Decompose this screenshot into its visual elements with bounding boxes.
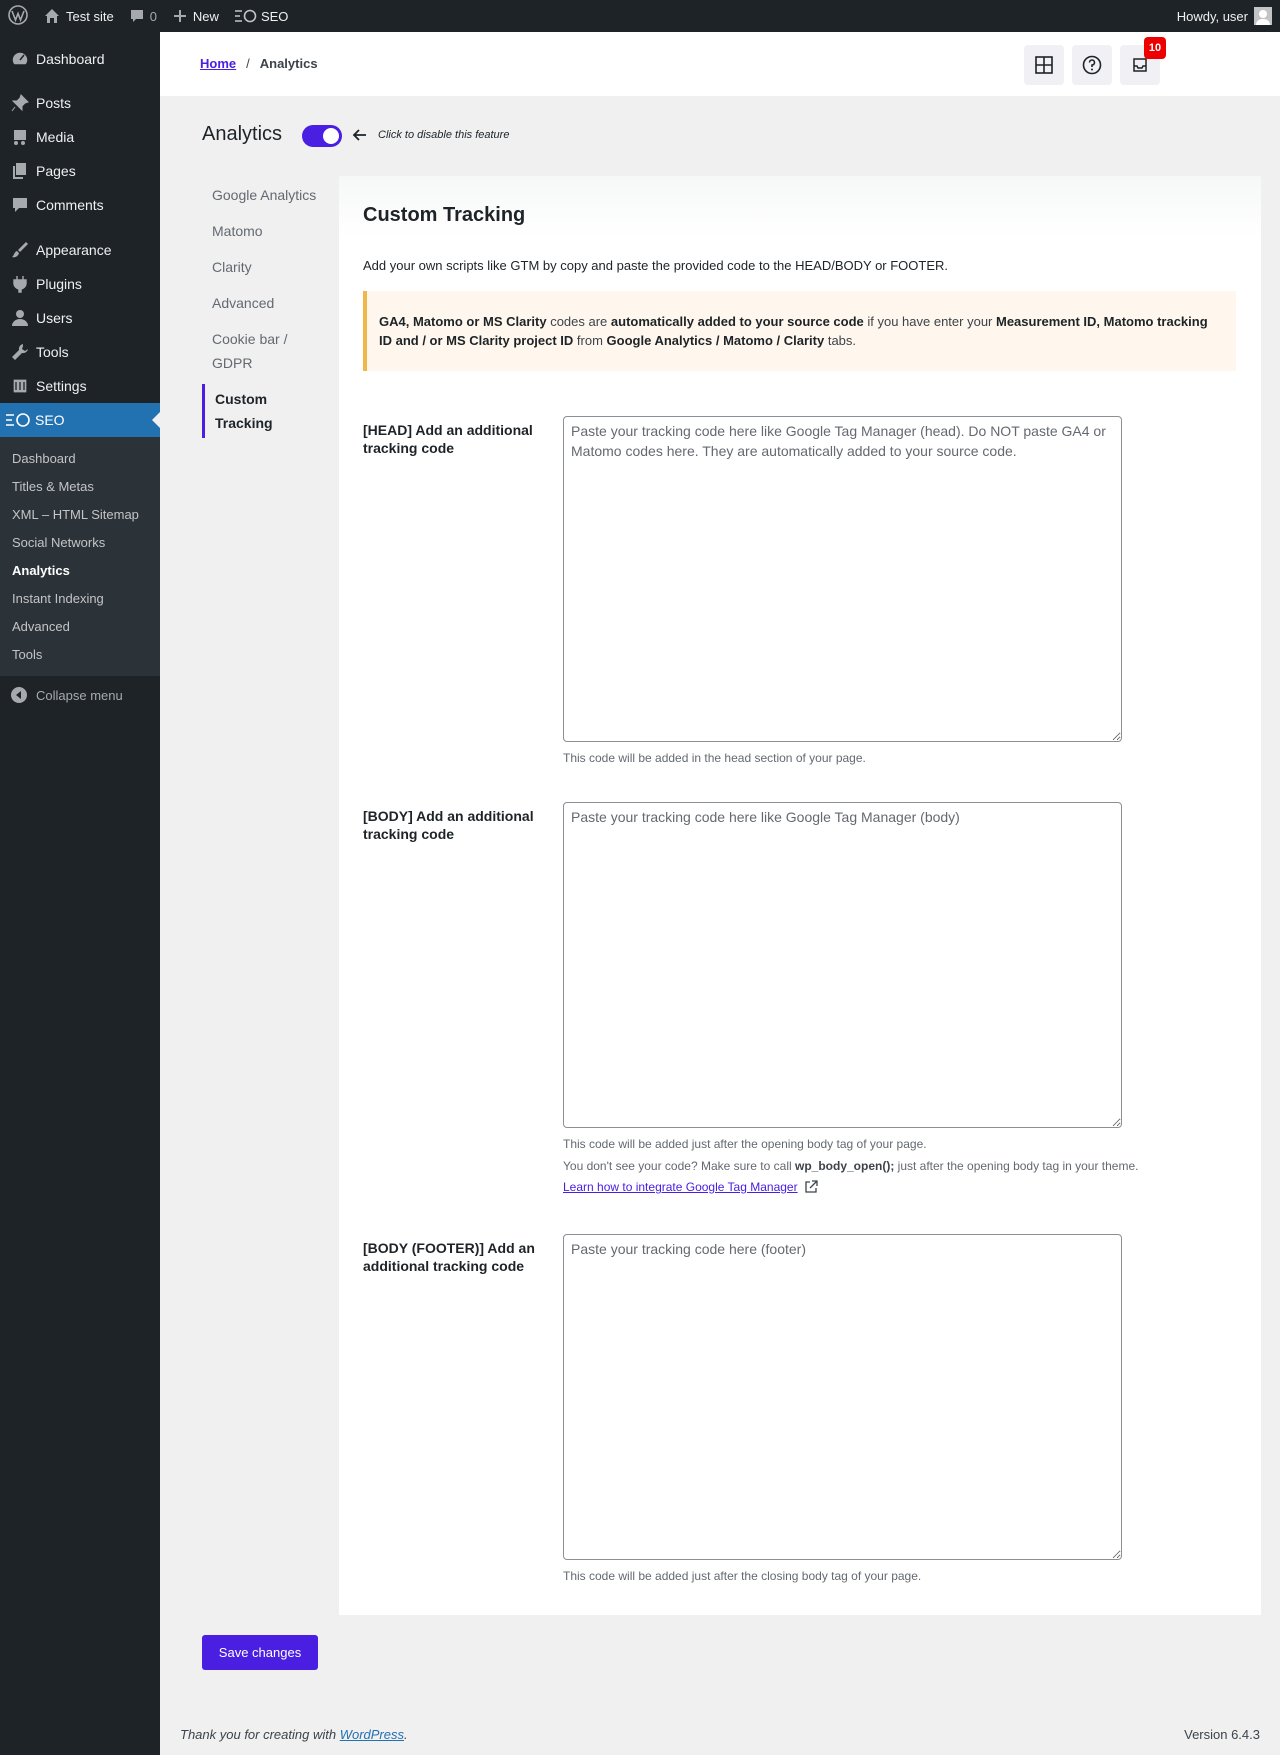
body-code-description: This code will be added just after the opening body tag of your page. (563, 1137, 927, 1151)
arrow-left-icon (352, 127, 368, 146)
analytics-tabs (202, 180, 322, 444)
notice-text: codes are (546, 314, 611, 329)
site-name: Test site (66, 8, 114, 24)
pin-icon (10, 93, 30, 113)
new-content-button[interactable] (165, 0, 227, 32)
menu-label: Settings (36, 378, 87, 394)
wordpress-logo-button[interactable] (0, 0, 36, 32)
menu-media[interactable] (0, 120, 160, 154)
tab-matomo[interactable]: Matomo (212, 223, 263, 239)
help-icon (1082, 55, 1102, 75)
menu-label: Dashboard (36, 51, 105, 67)
submenu-tools[interactable]: Tools (12, 646, 43, 662)
notice-text: GA4, Matomo or MS Clarity (379, 314, 547, 329)
pages-icon (10, 161, 30, 181)
toggle-knob (323, 128, 339, 144)
menu-label: SEO (35, 412, 65, 428)
menu-users[interactable] (0, 301, 160, 335)
menu-label: Users (36, 310, 73, 326)
gtm-guide-link-text: Learn how to integrate Google Tag Manager (563, 1180, 798, 1194)
menu-posts[interactable] (0, 86, 160, 120)
head-code-label: [HEAD] Add an additional tracking code (363, 422, 533, 456)
tab-cookie-bar[interactable]: Cookie bar / GDPR (212, 331, 288, 371)
comments-link[interactable] (122, 0, 165, 32)
seo-submenu (0, 437, 160, 676)
notice-text: Google Analytics / Matomo / Clarity (606, 333, 825, 348)
collapse-label: Collapse menu (36, 687, 123, 703)
body-open-hint-text: You don't see your code? Make sure to call (563, 1159, 795, 1173)
menu-label: Media (36, 129, 75, 145)
settings-icon (10, 376, 30, 396)
menu-dashboard[interactable] (0, 42, 160, 76)
user-icon (10, 308, 30, 328)
seo-logo-icon (235, 9, 257, 23)
plugin-header (160, 32, 1280, 96)
gtm-guide-link[interactable] (563, 1180, 818, 1194)
body-open-hint (563, 1159, 1138, 1173)
wrench-icon (10, 342, 30, 362)
tab-google-analytics[interactable]: Google Analytics (212, 187, 317, 203)
breadcrumb-home-link[interactable]: Home (200, 56, 237, 71)
submenu-titles-metas[interactable]: Titles & Metas (12, 478, 94, 494)
site-name-link[interactable] (36, 0, 122, 32)
submenu-social-networks[interactable]: Social Networks (12, 534, 106, 550)
body-code-textarea[interactable] (563, 802, 1122, 1128)
menu-plugins[interactable] (0, 267, 160, 301)
menu-label: Tools (36, 344, 69, 360)
feature-toggle[interactable] (302, 125, 342, 147)
greeting: Howdy, user (1176, 8, 1248, 24)
admin-bar (0, 0, 1280, 32)
panel-intro: Add your own scripts like GTM by copy and paste the provided code to the HEAD/BODY or FOOTER. (363, 258, 949, 273)
brush-icon (10, 240, 30, 260)
menu-settings[interactable] (0, 369, 160, 403)
menu-label: Posts (36, 95, 72, 111)
grid-icon (1035, 56, 1053, 74)
body-open-hint-text: just after the opening body tag in your theme. (894, 1159, 1139, 1173)
notice-text: Measurement ID, Matomo tracking ID and / or MS Clarity project ID (379, 314, 1208, 348)
notifications-badge: 10 (1144, 37, 1166, 59)
submenu-dashboard[interactable]: Dashboard (12, 450, 76, 466)
comment-icon (10, 195, 30, 215)
media-icon (10, 127, 30, 147)
comment-bubble-icon (130, 9, 144, 23)
menu-label: Plugins (36, 276, 82, 292)
comments-count: 0 (149, 8, 157, 24)
avatar (1254, 7, 1272, 25)
external-link-icon (804, 1180, 818, 1194)
breadcrumb-current: Analytics (259, 56, 318, 71)
seo-label: SEO (260, 8, 289, 24)
notice-text: automatically added to your source code (610, 314, 864, 329)
panel-title: Custom Tracking (363, 204, 526, 226)
features-grid-button[interactable] (1024, 45, 1064, 85)
custom-tracking-panel (339, 176, 1261, 1615)
wordpress-icon (8, 5, 28, 28)
menu-label: Appearance (36, 242, 112, 258)
toggle-hint: Click to disable this feature (378, 129, 510, 141)
menu-pages[interactable] (0, 154, 160, 188)
seo-adminbar-link[interactable] (227, 0, 296, 32)
menu-comments[interactable] (0, 188, 160, 222)
footer-code-description: This code will be added just after the closing body tag of your page. (563, 1569, 922, 1583)
tab-custom-tracking[interactable]: Custom Tracking (202, 384, 322, 438)
plus-icon (173, 9, 187, 23)
inbox-icon (1132, 57, 1148, 73)
breadcrumb-separator: / (246, 56, 250, 71)
submenu-analytics[interactable]: Analytics (12, 562, 70, 578)
wp-version: Version 6.4.3 (1184, 1727, 1260, 1742)
submenu-sitemap[interactable]: XML – HTML Sitemap (12, 506, 139, 522)
help-button[interactable] (1072, 45, 1112, 85)
collapse-menu-button[interactable] (0, 678, 160, 712)
menu-label: Pages (36, 163, 76, 179)
notice-text: tabs. (824, 333, 857, 348)
my-account-link[interactable] (1177, 0, 1272, 32)
submenu-instant-indexing[interactable]: Instant Indexing (12, 590, 104, 606)
menu-tools[interactable] (0, 335, 160, 369)
head-code-description: This code will be added in the head section of your page. (563, 751, 866, 765)
body-open-function: wp_body_open(); (795, 1159, 895, 1173)
wordpress-link[interactable]: WordPress (339, 1727, 404, 1742)
tab-clarity[interactable]: Clarity (212, 259, 252, 275)
submenu-advanced[interactable]: Advanced (12, 618, 70, 634)
breadcrumb (200, 56, 318, 71)
footer-thanks (180, 1727, 408, 1742)
menu-seo[interactable] (0, 403, 160, 437)
menu-appearance[interactable] (0, 233, 160, 267)
seo-icon (5, 410, 31, 430)
head-code-textarea[interactable] (563, 416, 1122, 742)
notice-text: if you have enter your (863, 314, 996, 329)
new-label: New (192, 8, 219, 24)
menu-label: Comments (36, 197, 104, 213)
footer-code-label: [BODY (FOOTER)] Add an additional tracking code (363, 1240, 535, 1274)
home-icon (44, 8, 60, 24)
body-code-label: [BODY] Add an additional tracking code (363, 808, 534, 842)
dashboard-icon (10, 49, 30, 69)
footer-code-textarea[interactable] (563, 1234, 1122, 1560)
notifications-button[interactable] (1120, 42, 1162, 85)
info-notice (363, 291, 1236, 371)
footer-thanks-text: Thank you for creating with (180, 1727, 340, 1742)
admin-sidebar (0, 32, 160, 1755)
plugin-icon (10, 274, 30, 294)
footer-thanks-suffix: . (404, 1727, 408, 1742)
tab-advanced[interactable]: Advanced (212, 295, 275, 311)
notice-text: from (573, 333, 607, 348)
page-title: Analytics (202, 123, 283, 145)
collapse-arrow-icon (10, 686, 28, 704)
save-changes-button[interactable]: Save changes (202, 1635, 318, 1670)
